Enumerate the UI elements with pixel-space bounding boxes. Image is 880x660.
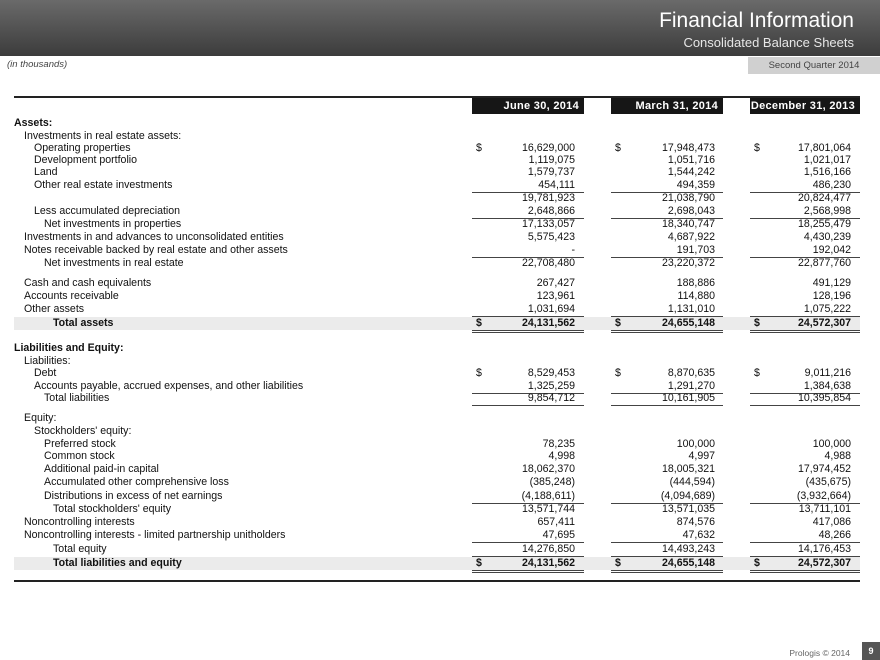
- row-label: Debt: [34, 367, 57, 379]
- cell-value: 2,698,043: [667, 205, 715, 217]
- cell-value: 13,571,035: [661, 503, 715, 515]
- cell-value: 491,129: [812, 277, 851, 289]
- currency-symbol: $: [615, 142, 621, 154]
- cell-value: 267,427: [536, 277, 575, 289]
- table-row: [14, 257, 860, 270]
- column-header-march-2014: March 31, 2014: [611, 98, 723, 114]
- total-rule: [472, 316, 584, 317]
- currency-symbol: $: [754, 142, 760, 154]
- currency-symbol: $: [615, 367, 621, 379]
- table-row: [14, 303, 860, 316]
- bottom-rule: [14, 580, 860, 582]
- total-rule: [472, 556, 584, 557]
- cell-value: 1,051,716: [667, 154, 715, 166]
- cell-value: 17,801,064: [797, 142, 851, 154]
- table-row: [14, 367, 860, 380]
- cell-value: 1,131,010: [667, 303, 715, 315]
- row-label: Accounts receivable: [24, 290, 119, 302]
- subtotal-rule: [472, 405, 584, 406]
- cell-value: 16,629,000: [521, 142, 575, 154]
- total-rule: [472, 572, 584, 573]
- cell-value: 1,119,075: [528, 154, 575, 166]
- cell-value: 128,196: [812, 290, 851, 302]
- cell-value: 4,988: [824, 450, 851, 462]
- total-rule: [611, 332, 723, 333]
- table-row: [14, 244, 860, 257]
- cell-value: 8,870,635: [667, 367, 715, 379]
- table-row: [14, 277, 860, 290]
- row-label: Total equity: [53, 543, 107, 555]
- cell-value: 114,880: [677, 290, 715, 302]
- cell-value: 1,325,259: [527, 380, 575, 392]
- row-label: Other real estate investments: [34, 179, 173, 191]
- subtotal-rule: [611, 405, 723, 406]
- cell-value: 100,000: [812, 438, 851, 450]
- cell-value: 486,230: [812, 179, 851, 191]
- row-label: Land: [34, 166, 58, 178]
- row-label: Net investments in real estate: [44, 257, 184, 269]
- currency-symbol: $: [476, 142, 482, 154]
- cell-value: 1,291,270: [667, 380, 715, 392]
- top-rule: [14, 96, 860, 98]
- row-label: Investments in and advances to unconsolidated entities: [24, 231, 284, 243]
- total-rule: [611, 570, 723, 571]
- table-row: [14, 179, 860, 192]
- total-rule: [472, 332, 584, 333]
- table-row: [14, 425, 860, 438]
- cell-value: (444,594): [669, 476, 715, 488]
- currency-symbol: $: [615, 317, 621, 329]
- cell-value: 417,086: [812, 516, 851, 528]
- row-label: Other assets: [24, 303, 85, 315]
- cell-value: 19,781,923: [521, 192, 575, 204]
- cell-value: 24,131,562: [521, 557, 575, 569]
- cell-value: (3,932,664): [796, 490, 851, 502]
- table-row: [14, 342, 860, 355]
- cell-value: 14,276,850: [521, 543, 575, 555]
- row-label: Assets:: [14, 117, 53, 129]
- cell-value: (4,188,611): [521, 490, 575, 502]
- cell-value: 24,655,148: [661, 557, 715, 569]
- cell-value: 23,220,372: [661, 257, 715, 269]
- total-rule: [611, 572, 723, 573]
- table-row: [14, 117, 860, 130]
- cell-value: 9,854,712: [527, 392, 575, 404]
- page-subtitle: Consolidated Balance Sheets: [683, 35, 854, 50]
- cell-value: 874,576: [676, 516, 715, 528]
- cell-value: 24,655,148: [661, 317, 715, 329]
- row-label: Total liabilities: [44, 392, 110, 404]
- row-label: Development portfolio: [34, 154, 138, 166]
- header-bar: [0, 0, 880, 56]
- row-label: Common stock: [44, 450, 115, 462]
- table-row: [14, 463, 860, 476]
- cell-value: 17,974,452: [797, 463, 851, 475]
- row-label: Preferred stock: [44, 438, 116, 450]
- cell-value: 17,948,473: [661, 142, 715, 154]
- cell-value: 4,998: [548, 450, 575, 462]
- cell-value: 123,961: [536, 290, 575, 302]
- table-row: [14, 543, 860, 556]
- cell-value: 4,997: [688, 450, 715, 462]
- cell-value: 78,235: [542, 438, 575, 450]
- cell-value: 4,430,239: [803, 231, 851, 243]
- column-header-december-2013: December 31, 2013: [750, 98, 860, 114]
- cell-value: 14,493,243: [661, 543, 715, 555]
- row-label: Liabilities:: [24, 355, 71, 367]
- total-rule: [472, 330, 584, 331]
- currency-symbol: $: [754, 557, 760, 569]
- footer-brand: Prologis © 2014: [789, 648, 850, 658]
- row-label: Equity:: [24, 412, 57, 424]
- cell-value: 8,529,453: [527, 367, 575, 379]
- subtotal-rule: [750, 405, 860, 406]
- row-label: Total liabilities and equity: [53, 557, 182, 569]
- table-row: [14, 450, 860, 463]
- cell-value: 188,886: [676, 277, 715, 289]
- page-number: 9: [862, 642, 880, 660]
- page-title: Financial Information: [659, 9, 854, 32]
- cell-value: 17,133,057: [521, 218, 575, 230]
- cell-value: 21,038,790: [661, 192, 715, 204]
- cell-value: 14,176,453: [797, 543, 851, 555]
- cell-value: 494,359: [676, 179, 715, 191]
- cell-value: 192,042: [812, 244, 851, 256]
- row-label: Investments in real estate assets:: [24, 130, 182, 142]
- cell-value: 1,516,166: [803, 166, 851, 178]
- row-label: Total assets: [53, 317, 114, 329]
- cell-value: 1,075,222: [803, 303, 851, 315]
- period-badge: Second Quarter 2014: [748, 57, 880, 74]
- cell-value: 100,000: [676, 438, 715, 450]
- cell-value: 20,824,477: [797, 192, 851, 204]
- cell-value: 2,568,998: [803, 205, 851, 217]
- cell-value: 24,131,562: [521, 317, 575, 329]
- table-row: [14, 218, 860, 231]
- cell-value: 13,571,744: [521, 503, 575, 515]
- cell-value: 18,062,370: [521, 463, 575, 475]
- table-row: [14, 205, 860, 218]
- total-rule: [472, 570, 584, 571]
- cell-value: 1,384,638: [803, 380, 851, 392]
- row-label: Accounts payable, accrued expenses, and other liabilities: [34, 380, 304, 392]
- cell-value: 47,632: [682, 529, 715, 541]
- currency-symbol: $: [476, 317, 482, 329]
- cell-value: 18,255,479: [797, 218, 851, 230]
- table-row: [14, 476, 860, 489]
- row-label: Noncontrolling interests - limited partnership unitholders: [24, 529, 286, 541]
- cell-value: (4,094,689): [660, 490, 715, 502]
- cell-value: 2,648,866: [527, 205, 575, 217]
- total-rule: [611, 316, 723, 317]
- cell-value: (435,675): [805, 476, 851, 488]
- table-row: [14, 290, 860, 303]
- cell-value: 48,266: [818, 529, 851, 541]
- row-label: Total stockholders' equity: [53, 503, 172, 515]
- cell-value: (385,248): [529, 476, 575, 488]
- total-rule: [750, 572, 860, 573]
- cell-value: 24,572,307: [797, 317, 851, 329]
- cell-value: 657,411: [537, 516, 575, 528]
- currency-symbol: $: [615, 557, 621, 569]
- table-row: [14, 503, 860, 516]
- cell-value: 10,395,854: [797, 392, 851, 404]
- table-row: [14, 557, 860, 570]
- row-label: Additional paid-in capital: [44, 463, 159, 475]
- cell-value: 9,011,216: [804, 367, 851, 379]
- cell-value: 191,703: [676, 244, 715, 256]
- table-row: [14, 529, 860, 542]
- row-label: Net investments in properties: [44, 218, 182, 230]
- total-rule: [611, 556, 723, 557]
- cell-value: 47,695: [542, 529, 575, 541]
- table-row: [14, 392, 860, 405]
- row-label: Less accumulated depreciation: [34, 205, 181, 217]
- cell-value: 10,161,905: [661, 392, 715, 404]
- table-row: [14, 412, 860, 425]
- total-rule: [750, 332, 860, 333]
- cell-value: 454,111: [538, 179, 575, 191]
- table-row: [14, 231, 860, 244]
- cell-value: 22,708,480: [521, 257, 575, 269]
- table-row: [14, 166, 860, 179]
- cell-value: 18,005,321: [661, 463, 715, 475]
- cell-value: 1,544,242: [667, 166, 715, 178]
- cell-value: 1,021,017: [803, 154, 851, 166]
- column-header-june-2014: June 30, 2014: [472, 98, 584, 114]
- table-row: [14, 192, 860, 205]
- row-label: Noncontrolling interests: [24, 516, 135, 528]
- row-label: Operating properties: [34, 142, 131, 154]
- total-rule: [750, 556, 860, 557]
- row-label: Cash and cash equivalents: [24, 277, 152, 289]
- currency-symbol: $: [476, 367, 482, 379]
- total-rule: [750, 570, 860, 571]
- cell-value: 18,340,747: [661, 218, 715, 230]
- row-label: Stockholders' equity:: [34, 425, 132, 437]
- table-row: [14, 490, 860, 503]
- cell-value: 1,579,737: [527, 166, 575, 178]
- row-label: Distributions in excess of net earnings: [44, 490, 223, 502]
- table-row: [14, 516, 860, 529]
- total-rule: [611, 330, 723, 331]
- cell-value: 4,687,922: [667, 231, 715, 243]
- cell-value: 5,575,423: [527, 231, 575, 243]
- total-rule: [750, 330, 860, 331]
- cell-value: 22,877,760: [797, 257, 851, 269]
- row-label: Accumulated other comprehensive loss: [44, 476, 229, 488]
- row-label: Liabilities and Equity:: [14, 342, 124, 354]
- row-label: Notes receivable backed by real estate and other assets: [24, 244, 288, 256]
- currency-symbol: $: [754, 317, 760, 329]
- cell-value: 24,572,307: [797, 557, 851, 569]
- cell-value: 1,031,694: [527, 303, 575, 315]
- currency-symbol: $: [754, 367, 760, 379]
- cell-value: 13,711,101: [798, 503, 851, 515]
- units-note: (in thousands): [7, 59, 68, 70]
- table-row: [14, 317, 860, 330]
- currency-symbol: $: [476, 557, 482, 569]
- cell-value: -: [571, 244, 575, 256]
- total-rule: [750, 316, 860, 317]
